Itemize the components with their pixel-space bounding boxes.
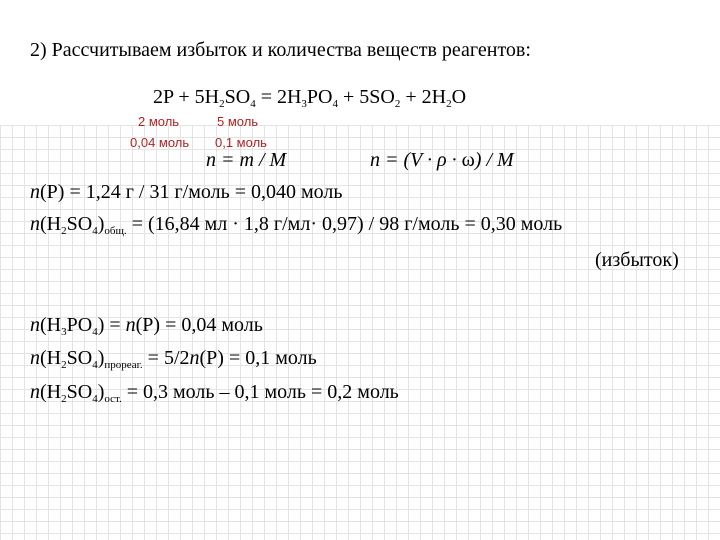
excess-note: (избыток)	[595, 249, 679, 271]
calc-n-h2so4-remaining: $n(H_2SO_4)_{ост.} = 0,3$ моль – 0,1 моль = 0,2 моль	[30, 381, 399, 405]
heading: 2) Рассчитываем избыток и количества веществ реагентов:	[30, 39, 531, 61]
reaction-equation: $2P + 5H_2SO_4 = 2H_3PO_4 + 5SO_2 + 2H_2O$	[153, 86, 467, 110]
calc-n-h3po4: $n(H_3PO_4) = n(P) = 0,04$ моль	[30, 314, 263, 338]
formula-n-volume: n = (V · ρ · ω) / M	[370, 149, 514, 171]
annotation-0-04-mol: 0,04 моль	[130, 135, 190, 150]
calc-n-h2so4-reacted: $n(H_2SO_4)_{прореаг.} = 5/2n(P) = 0,1$ моль	[30, 347, 317, 371]
calc-n-phosphorus: n(P) = 1,24 г / 31 г/моль = 0,040 моль	[30, 181, 343, 203]
formula-n-mass: n = m / M	[206, 149, 287, 171]
annotation-2-mol: 2 моль	[138, 114, 180, 129]
calc-n-h2so4-total: $n(H_2SO_4)_{общ.} = (16,84$ мл · 1,8 г/мл· 0,97) / 98 г/моль = 0,30 моль	[30, 213, 563, 237]
annotation-0-1-mol: 0,1 моль	[215, 135, 267, 150]
annotation-5-mol: 5 моль	[217, 114, 259, 129]
